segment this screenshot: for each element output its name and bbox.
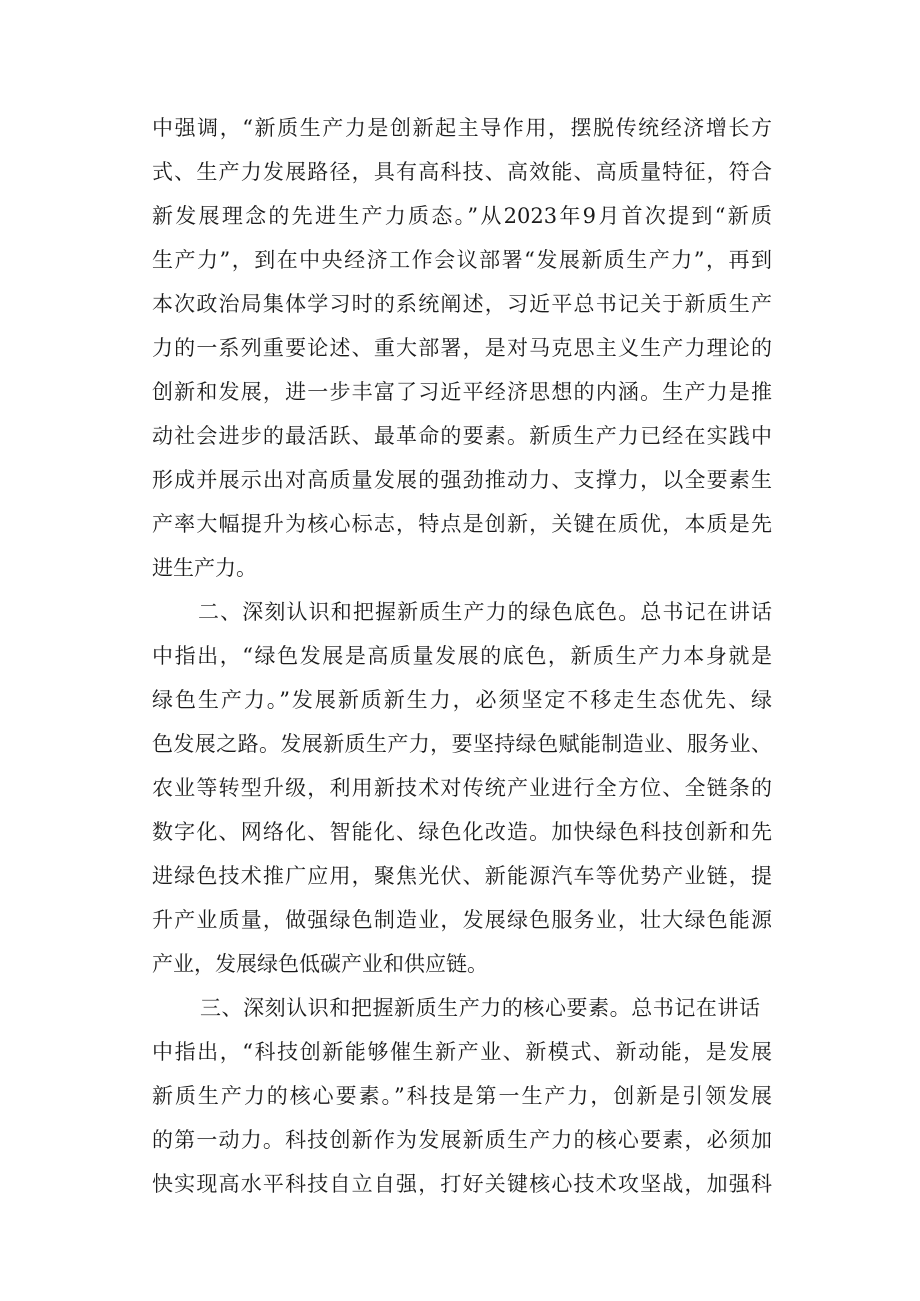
text-line: 进生产力。	[152, 556, 257, 580]
text-line: 数字化、网络化、智能化、绿色化改造。加快绿色科技创新和先	[152, 820, 772, 844]
text-line: 力的一系列重要论述、重大部署，是对马克思主义生产力理论的	[152, 336, 772, 360]
text-line: 本次政治局集体学习时的系统阐述，习近平总书记关于新质生产	[152, 292, 772, 316]
text-line: 色发展之路。发展新质生产力，要坚持绿色赋能制造业、服务业、	[152, 732, 772, 756]
text-line: 的第一动力。科技创新作为发展新质生产力的核心要素，必须加	[152, 1128, 772, 1152]
text-line: 中强调，“新质生产力是创新起主导作用，摆脱传统经济增长方	[152, 116, 772, 140]
text-line: 进绿色技术推广应用，聚焦光伏、新能源汽车等优势产业链，提	[152, 864, 772, 888]
text-line: 产业，发展绿色低碳产业和供应链。	[152, 952, 488, 976]
text-line: 生产力”，到在中央经济工作会议部署“发展新质生产力”，再到	[152, 248, 772, 272]
text-line: 创新和发展，进一步丰富了习近平经济思想的内涵。生产力是推	[152, 380, 772, 404]
text-line: 农业等转型升级，利用新技术对传统产业进行全方位、全链条的	[152, 776, 772, 800]
text-line: 式、生产力发展路径，具有高科技、高效能、高质量特征，符合	[152, 160, 772, 184]
text-line: 升产业质量，做强绿色制造业，发展绿色服务业，壮大绿色能源	[152, 908, 772, 932]
text-line: 快实现高水平科技自立自强，打好关键核心技术攻坚战，加强科	[152, 1172, 772, 1196]
text-line: 中指出，“科技创新能够催生新产业、新模式、新动能，是发展	[152, 1040, 772, 1064]
text-line: 新发展理念的先进生产力质态。”从2023年9月首次提到“新质	[152, 204, 772, 228]
section-heading-line: 二、深刻认识和把握新质生产力的绿色底色。总书记在讲话	[198, 600, 772, 624]
text-line: 新质生产力的核心要素。”科技是第一生产力，创新是引领发展	[152, 1084, 772, 1108]
text-line: 中指出，“绿色发展是高质量发展的底色，新质生产力本身就是	[152, 644, 772, 668]
text-line: 产率大幅提升为核心标志，特点是创新，关键在质优，本质是先	[152, 512, 772, 536]
section-heading-line: 三、深刻认识和把握新质生产力的核心要素。总书记在讲话	[200, 996, 760, 1020]
text-line: 动社会进步的最活跃、最革命的要素。新质生产力已经在实践中	[152, 424, 772, 448]
text-line: 形成并展示出对高质量发展的强劲推动力、支撑力，以全要素生	[152, 468, 772, 492]
text-line: 绿色生产力。”发展新质新生力，必须坚定不移走生态优先、绿	[152, 688, 772, 712]
